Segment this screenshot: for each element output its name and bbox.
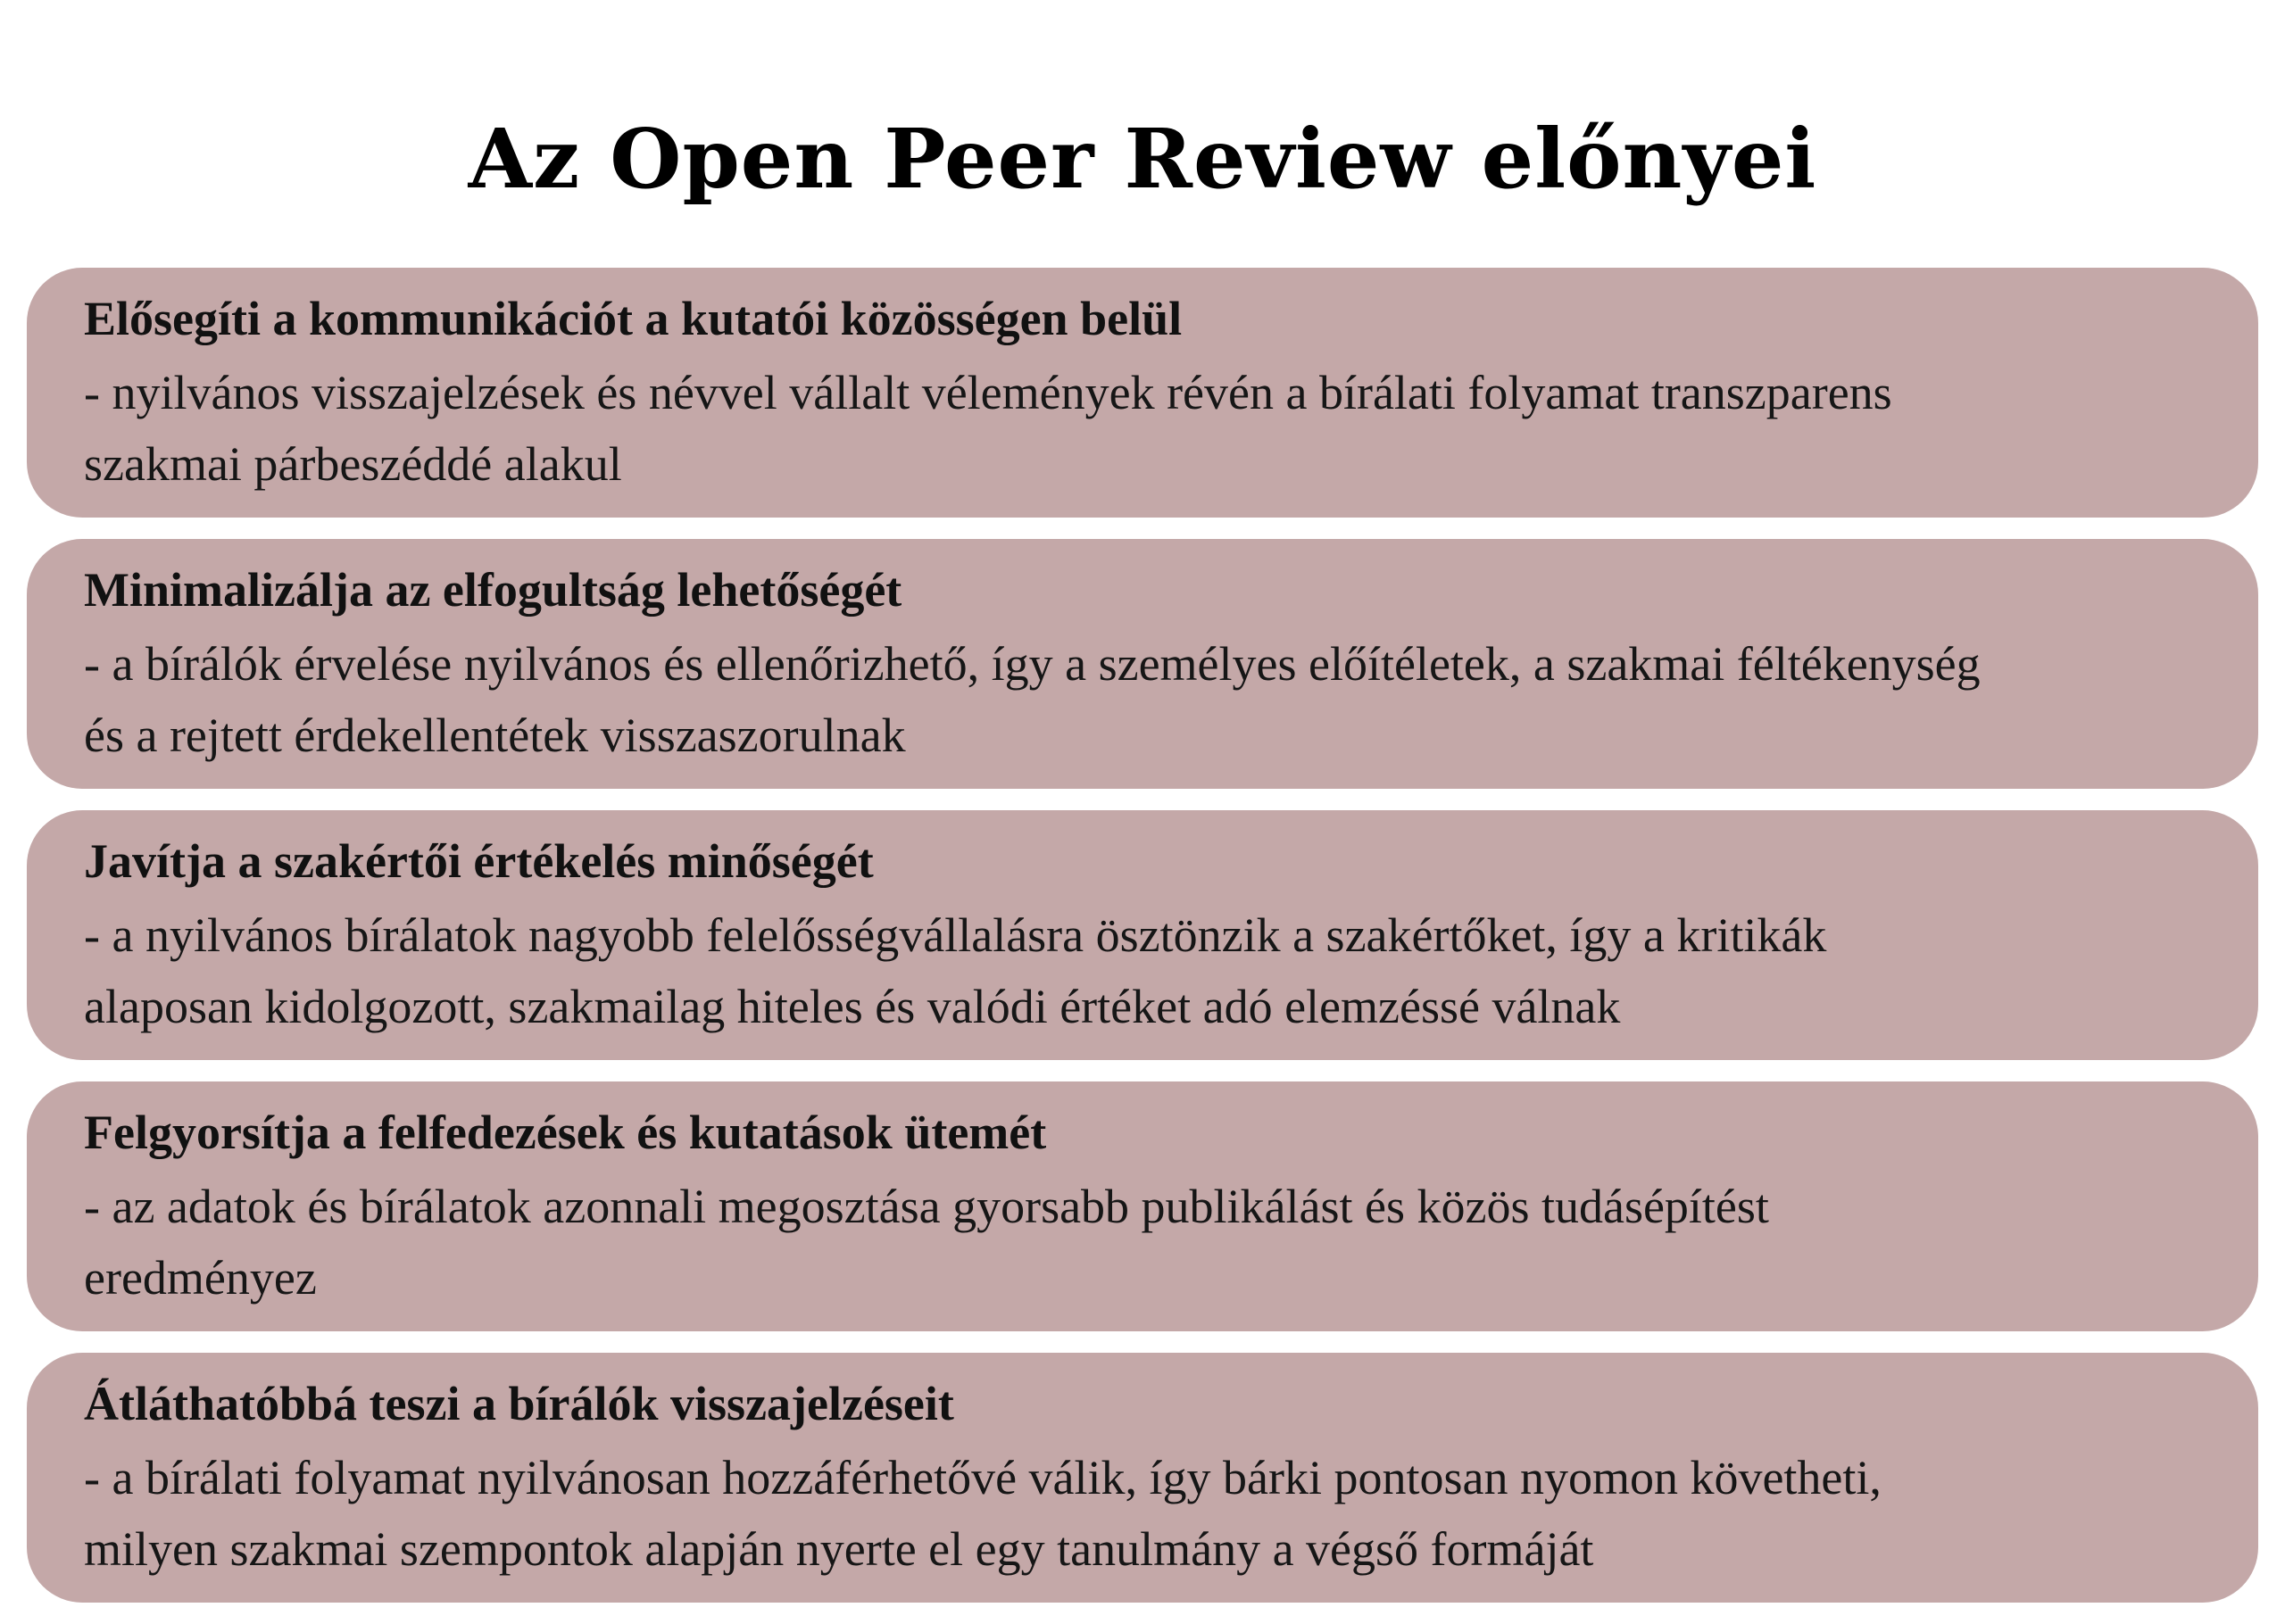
benefit-description xyxy=(84,899,2201,1042)
benefit-description-line: - nyilvános visszajelzések és névvel vállalt vélemények révén a bírálati folyamat transzparens xyxy=(84,366,1892,420)
benefit-description-line: és a rejtett érdekellentétek visszaszorulnak xyxy=(84,708,906,763)
benefit-description xyxy=(84,1442,2201,1585)
benefit-description-line: eredményez xyxy=(84,1251,317,1305)
benefit-description xyxy=(84,1171,2201,1313)
page-title: Az Open Peer Review előnyei xyxy=(468,111,1817,207)
benefit-description-line: - az adatok és bírálatok azonnali megosztása gyorsabb publikálást és közös tudásépítést xyxy=(84,1180,1769,1234)
benefits-list xyxy=(27,268,2258,1624)
benefit-description-line: - a bírálati folyamat nyilvánosan hozzáférhetővé válik, így bárki pontosan nyomon követheti, xyxy=(84,1451,1882,1505)
benefit-card-transparency xyxy=(27,1353,2258,1603)
benefit-card-communication xyxy=(27,268,2258,518)
benefit-card-speed xyxy=(27,1081,2258,1331)
benefit-description xyxy=(84,628,2201,771)
benefit-description-line: alaposan kidolgozott, szakmailag hiteles és valódi értéket adó elemzéssé válnak xyxy=(84,980,1621,1034)
benefit-description xyxy=(84,357,2201,500)
benefit-heading: Elősegíti a kommunikációt a kutatói közösségen belül xyxy=(84,292,1183,345)
benefit-heading: Minimalizálja az elfogultság lehetőségét xyxy=(84,563,902,617)
benefit-description-line: szakmai párbeszéddé alakul xyxy=(84,437,622,492)
benefit-description-line: - a bírálók érvelése nyilvános és ellenőrizhető, így a személyes előítéletek, a szakmai féltékenység xyxy=(84,637,1981,692)
benefit-card-bias xyxy=(27,539,2258,789)
benefit-description-line: milyen szakmai szempontok alapján nyerte el egy tanulmány a végső formáját xyxy=(84,1522,1594,1577)
benefit-heading: Felgyorsítja a felfedezések és kutatások ütemét xyxy=(84,1106,1047,1159)
benefit-heading: Átláthatóbbá teszi a bírálók visszajelzéseit xyxy=(84,1377,954,1430)
benefit-card-quality xyxy=(27,810,2258,1060)
benefit-heading: Javítja a szakértői értékelés minőségét xyxy=(84,834,874,888)
benefit-description-line: - a nyilvános bírálatok nagyobb felelősségvállalásra ösztönzik a szakértőket, így a kritikák xyxy=(84,908,1827,963)
